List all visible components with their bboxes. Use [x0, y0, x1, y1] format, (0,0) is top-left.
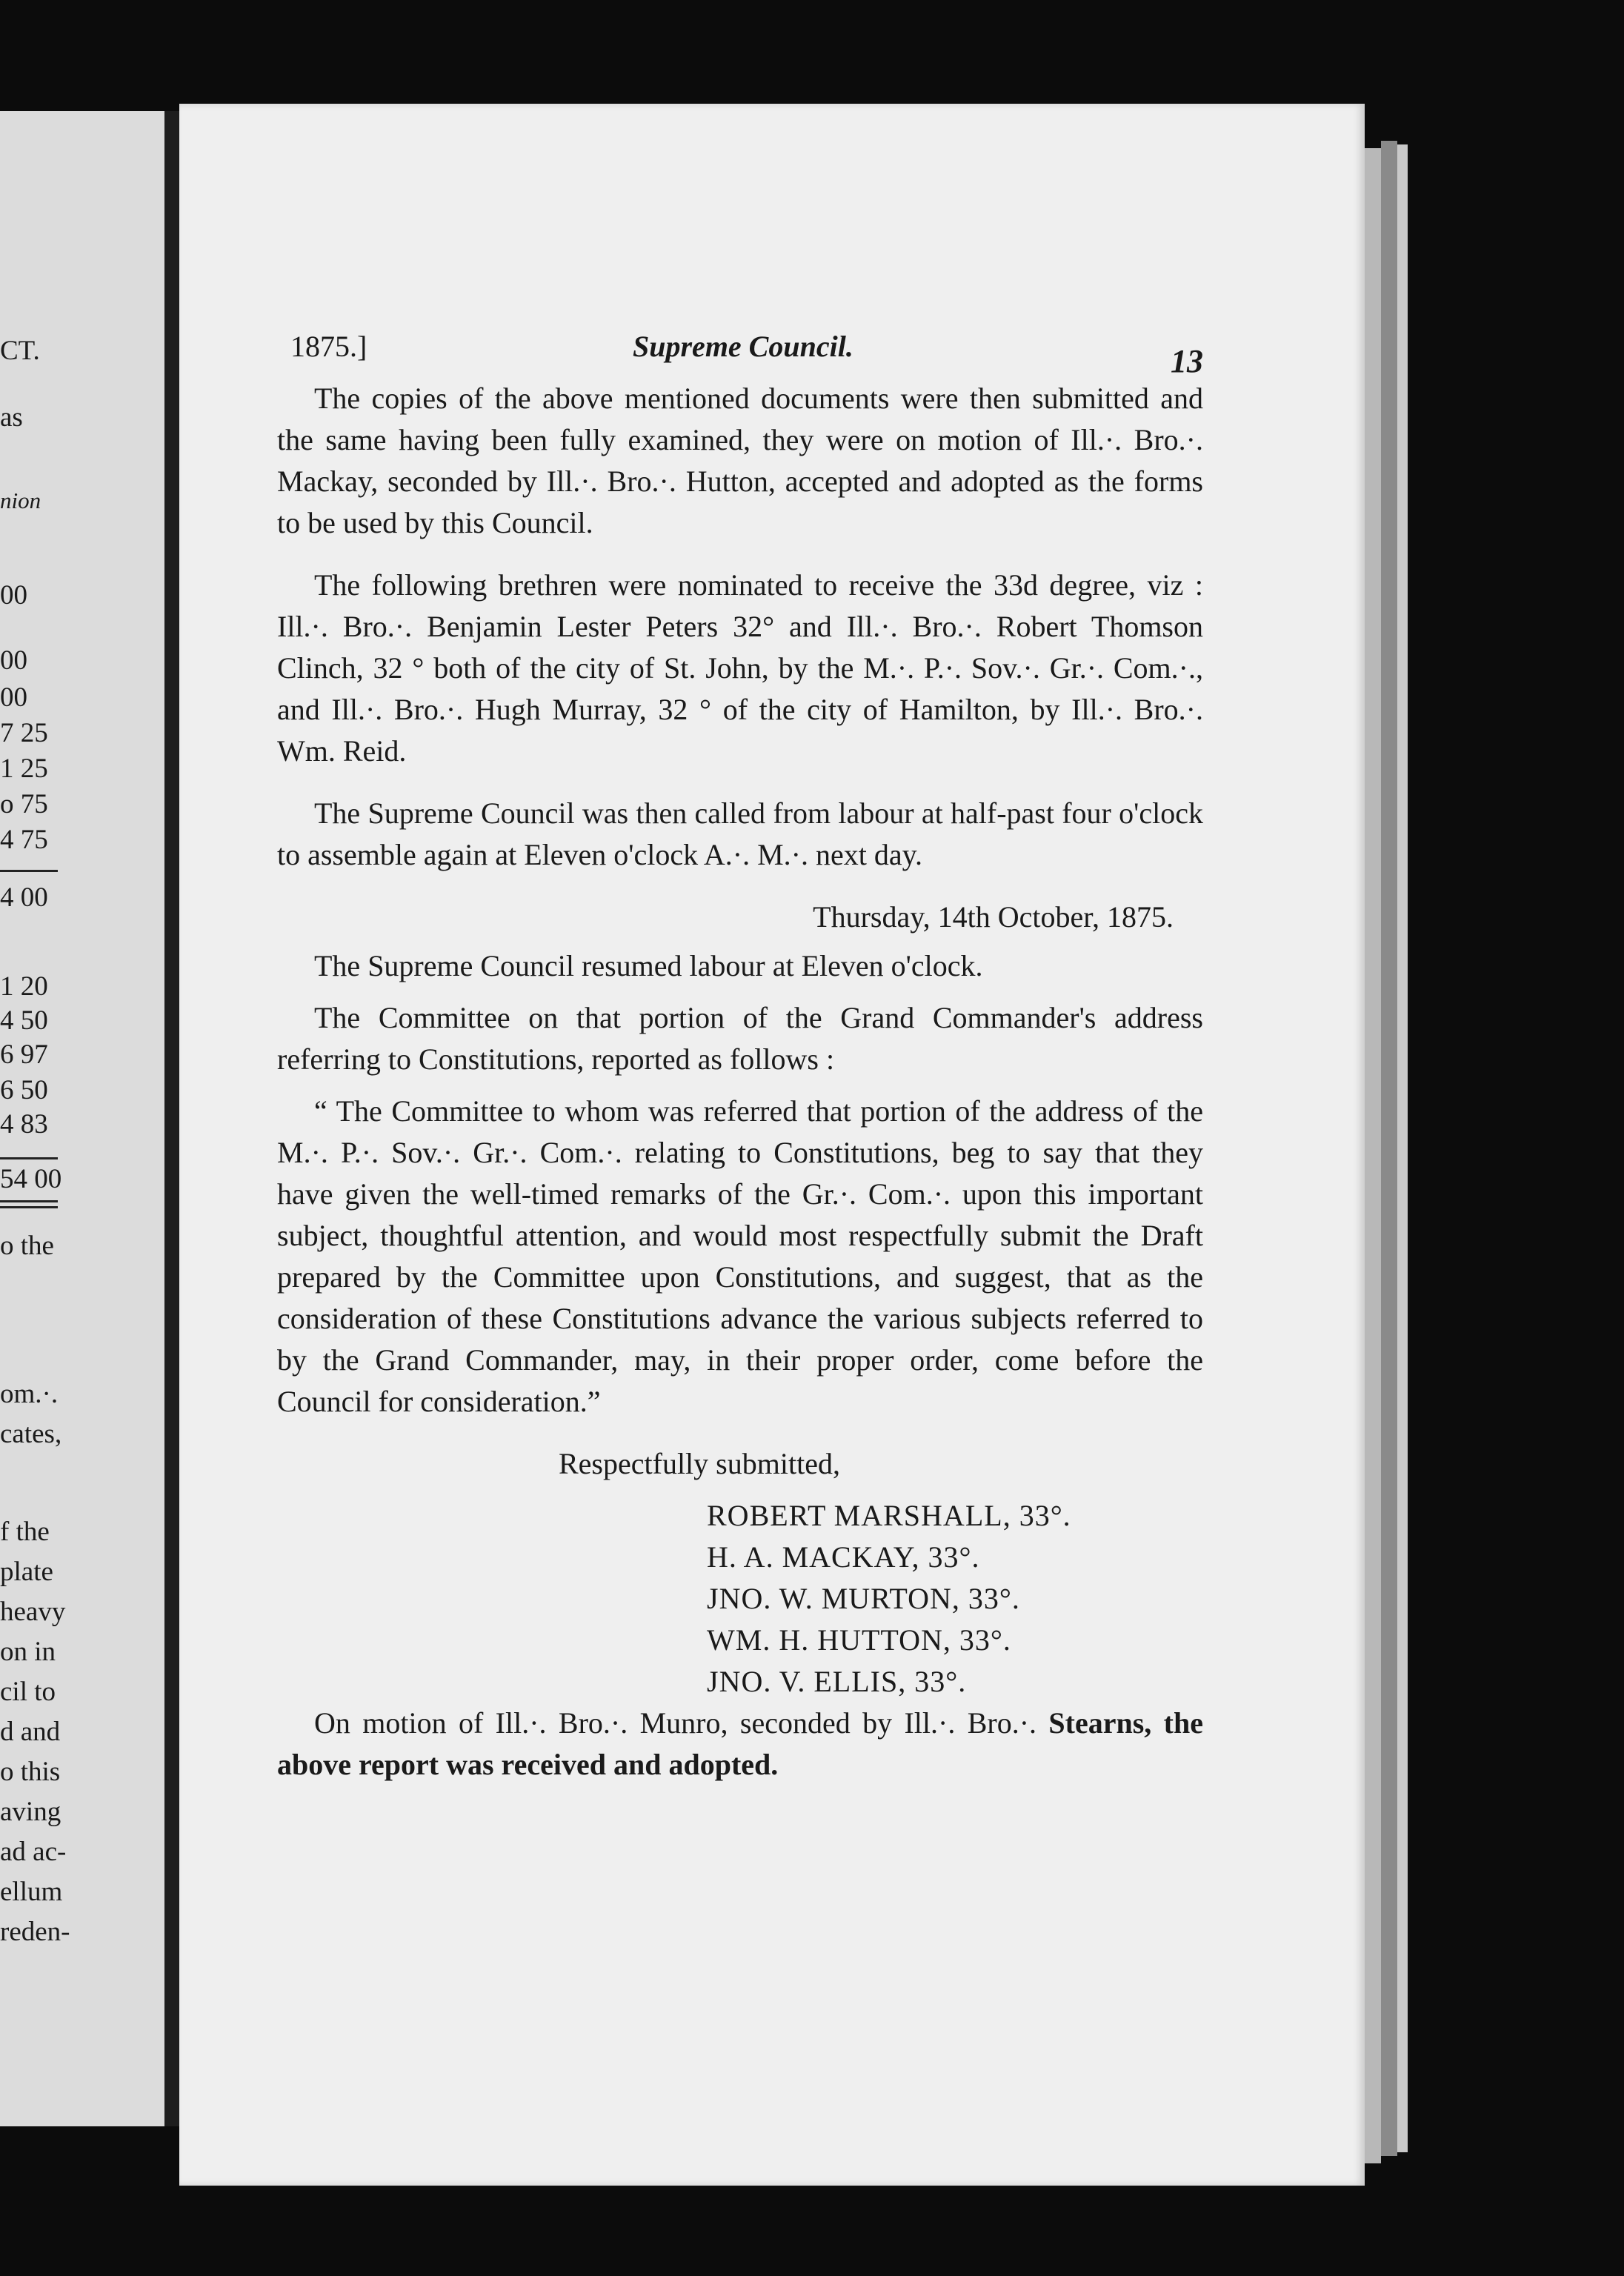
paragraph-motion-adopted: [277, 1703, 1203, 1786]
left-fragment: 7 25: [0, 718, 48, 748]
running-header: [277, 326, 1203, 378]
left-fragment: d and: [0, 1717, 61, 1747]
left-fragment: 1 20: [0, 971, 48, 1002]
signatory: JNO. W. MURTON, 33°.: [707, 1582, 1020, 1615]
paragraph-committee-report: The Committee on that portion of the Grand Commander's address referring to Constitutions, reported as follows :: [277, 1001, 1203, 1076]
date-line: Thursday, 14th October, 1875.: [813, 900, 1174, 934]
signatory: H. A. MACKAY, 33°.: [707, 1540, 980, 1574]
sum-rule: [0, 870, 58, 872]
page-edge: [1365, 148, 1381, 2163]
signatory: WM. H. HUTTON, 33°.: [707, 1623, 1011, 1657]
paragraph-committee-quote: “ The Committee to whom was referred that portion of the address of the M.·. P.·. Sov.·. Gr.·. Com.·. relating to Constitutions, beg to say that they have given the well-timed remarks of the Gr.·. Com.·. upon this important subject, thoughtful attention, and would most respectfully submit the Draft prepared by the Committee upon Constitutions, and suggest, that as the consideration of these Constitutions advance the various subjects referred to by the Grand Commander, may, in their proper order, come before the Council for consideration.”: [277, 1094, 1203, 1418]
left-fragment: on in: [0, 1637, 56, 1667]
paragraph-nominations: The following brethren were nominated to receive the 33d degree, viz : Ill.·. Bro.·. Benjamin Lester Peters 32° and Ill.·. Bro.·. Robert Thomson Clinch, 32 ° both of the city of St. John, by the M.·. P.·. Sov.·. Gr.·. Com.·., and Ill.·. Bro.·. Hugh Murray, 32 ° of the city of Hamilton, by Ill.·. Bro.·. Wm. Reid.: [277, 568, 1203, 768]
signatory-list: [277, 1495, 1203, 1703]
left-fragment: 54 00: [0, 1164, 62, 1194]
left-fragment: as: [0, 402, 23, 433]
motion-text-2: Stearns, the above report was received and adopted.: [277, 1706, 1204, 1781]
left-fragment: cates,: [0, 1419, 62, 1449]
left-fragment: nion: [0, 488, 41, 513]
signatory: ROBERT MARSHALL, 33°.: [707, 1499, 1071, 1532]
left-fragment: ad ac-: [0, 1837, 67, 1867]
book-gutter: [164, 111, 179, 2126]
left-fragment: plate: [0, 1557, 53, 1587]
respectfully-submitted: Respectfully submitted,: [559, 1447, 840, 1480]
left-fragment: om.·.: [0, 1379, 59, 1409]
left-fragment: 00: [0, 682, 27, 713]
left-fragment: 4 50: [0, 1005, 48, 1036]
page-number: 13: [1171, 343, 1203, 379]
left-fragment: 00: [0, 580, 27, 610]
page-edge-shadow: [1381, 141, 1397, 2156]
sum-rule: [0, 1200, 58, 1202]
left-fragment: o the: [0, 1231, 54, 1261]
sum-rule: [0, 1157, 58, 1159]
left-fragment: 00: [0, 645, 27, 676]
page-content: [277, 326, 1203, 1786]
left-fragment: 6 97: [0, 1039, 48, 1070]
signatory: JNO. V. ELLIS, 33°.: [707, 1665, 967, 1698]
paragraph-called-from-labour: The Supreme Council was then called from labour at half-past four o'clock to assemble again at Eleven o'clock A.·. M.·. next day.: [277, 796, 1203, 871]
left-fragment: cil to: [0, 1677, 56, 1707]
left-fragment: o 75: [0, 789, 48, 819]
left-fragment: 4 75: [0, 825, 48, 855]
header-year: 1875.]: [290, 330, 367, 363]
left-fragment: reden-: [0, 1917, 70, 1947]
header-title: Supreme Council.: [633, 330, 853, 363]
left-fragment: CT.: [0, 336, 40, 366]
paragraph-resumed-labour: The Supreme Council resumed labour at Eleven o'clock.: [314, 949, 983, 982]
page-edge-outer: [1397, 144, 1408, 2152]
left-fragment: 4 83: [0, 1109, 48, 1139]
left-fragment: f the: [0, 1517, 50, 1547]
left-fragment: heavy: [0, 1597, 66, 1627]
sum-rule: [0, 1206, 58, 1208]
motion-text-1: On motion of Ill.·. Bro.·. Munro, seconded by Ill.·. Bro.·.: [314, 1706, 1037, 1740]
left-fragment: aving: [0, 1797, 61, 1827]
left-fragment: 1 25: [0, 753, 48, 784]
left-fragment: o this: [0, 1757, 61, 1787]
paragraph-forms-adopted: The copies of the above mentioned documents were then submitted and the same having been fully examined, they were on motion of Ill.·. Bro.·. Mackay, seconded by Ill.·. Bro.·. Hutton, accepted and adopted as the forms to be used by this Council.: [277, 382, 1203, 539]
left-fragment: 6 50: [0, 1075, 48, 1105]
left-fragment: ellum: [0, 1877, 63, 1907]
left-fragment: 4 00: [0, 882, 48, 913]
left-page-text: [0, 111, 164, 2126]
